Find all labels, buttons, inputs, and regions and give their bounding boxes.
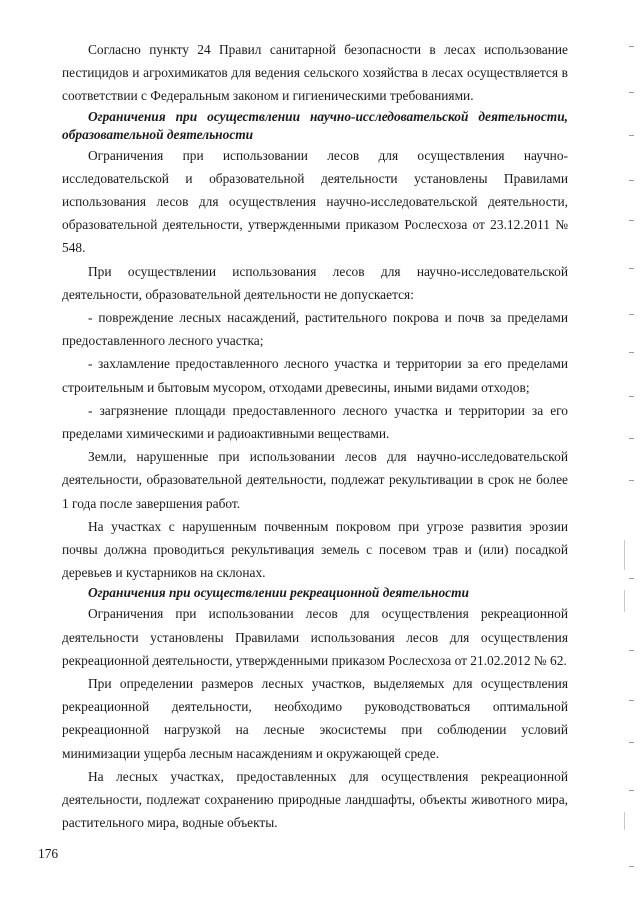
- scan-line: [624, 590, 625, 612]
- research-list-item-1: - повреждение лесных насаждений, растительного покрова и почв за пределами предоставленного лесного участка;: [62, 310, 568, 349]
- page-number: 176: [38, 846, 59, 861]
- recreation-paragraph-2: При определении размеров лесных участков, выделяемых для осуществления рекреационной деятельности, необходимо руководствоваться оптимальной рекреационной нагрузкой на лесные экосистемы при соблюдении условий минимизации ущерба лесным насаждениям и окружающей среде.: [62, 676, 568, 761]
- recreation-paragraph-3: На лесных участках, предоставленных для осуществления рекреационной деятельности, подлежат сохранению природные ландшафты, объекты животного мира, растительного мира, водные объекты.: [62, 768, 568, 831]
- scan-mark: [629, 866, 634, 867]
- scan-mark: [629, 180, 634, 181]
- research-paragraph-4: На участках с нарушенным почвенным покровом при угрозе развития эрозии почвы должна проводиться рекультивация земель с посевом трав и (или) посадкой деревьев и кустарников на склонах.: [62, 518, 568, 581]
- recreation-paragraph-1: Ограничения при использовании лесов для осуществления рекреационной деятельности установлены Правилами использования лесов для осуществления рекреационной деятельности, утвержденными приказом Рослесхоза от 21.02.2012 № 62.: [62, 606, 568, 668]
- scan-mark: [629, 396, 634, 397]
- page-content: [62, 38, 568, 835]
- research-paragraph-3: Земли, нарушенные при использовании лесов для научно-исследовательской деятельности, образовательной деятельности, подлежат рекультивации в срок не более 1 года после завершения работ.: [62, 449, 568, 511]
- research-list-item-3: - загрязнение площади предоставленного лесного участка и территории за его пределами химическими и радиоактивными веществами.: [62, 402, 568, 442]
- scan-mark: [629, 742, 634, 743]
- scan-mark: [629, 650, 634, 651]
- scan-mark: [629, 790, 634, 791]
- scan-margin-marks: [616, 0, 640, 905]
- research-paragraph-1: Ограничения при использовании лесов для осуществления научно-исследовательской и образовательной деятельности установлены Правилами использования лесов для осуществления научно-исследовательской деятельности, образовательной деятельности, утвержденными приказом Рослесхоза от 23.12.2011 № 548.: [62, 147, 568, 256]
- scan-mark: [629, 438, 634, 439]
- scan-mark: [629, 268, 634, 269]
- section-heading-research: Ограничения при осуществлении научно-исследовательской деятельности, образовательной деятельности: [62, 108, 568, 142]
- scan-mark: [629, 135, 634, 136]
- scan-line: [624, 540, 625, 570]
- scan-mark: [629, 480, 634, 481]
- scan-mark: [629, 46, 634, 47]
- research-list-item-2: - захламление предоставленного лесного участка и территории за его пределами строительным и бытовым мусором, отходами древесины, иными видами отходов;: [62, 356, 568, 395]
- scan-mark: [629, 352, 634, 353]
- scan-mark: [629, 700, 634, 701]
- scan-mark: [629, 92, 634, 93]
- scan-mark: [629, 220, 634, 221]
- intro-paragraph: Согласно пункту 24 Правил санитарной безопасности в лесах использование пестицидов и агрохимикатов для ведения сельского хозяйства в лесах осуществляется в соответствии с Федеральным законом и гигиеническими требованиями.: [62, 42, 568, 104]
- scan-mark: [629, 578, 634, 579]
- scan-mark: [629, 314, 634, 315]
- scan-line: [624, 812, 625, 830]
- section-heading-recreation: Ограничения при осуществлении рекреационной деятельности: [88, 585, 469, 601]
- research-paragraph-2: При осуществлении использования лесов для научно-исследовательской деятельности, образовательной деятельности не допускается:: [62, 263, 568, 302]
